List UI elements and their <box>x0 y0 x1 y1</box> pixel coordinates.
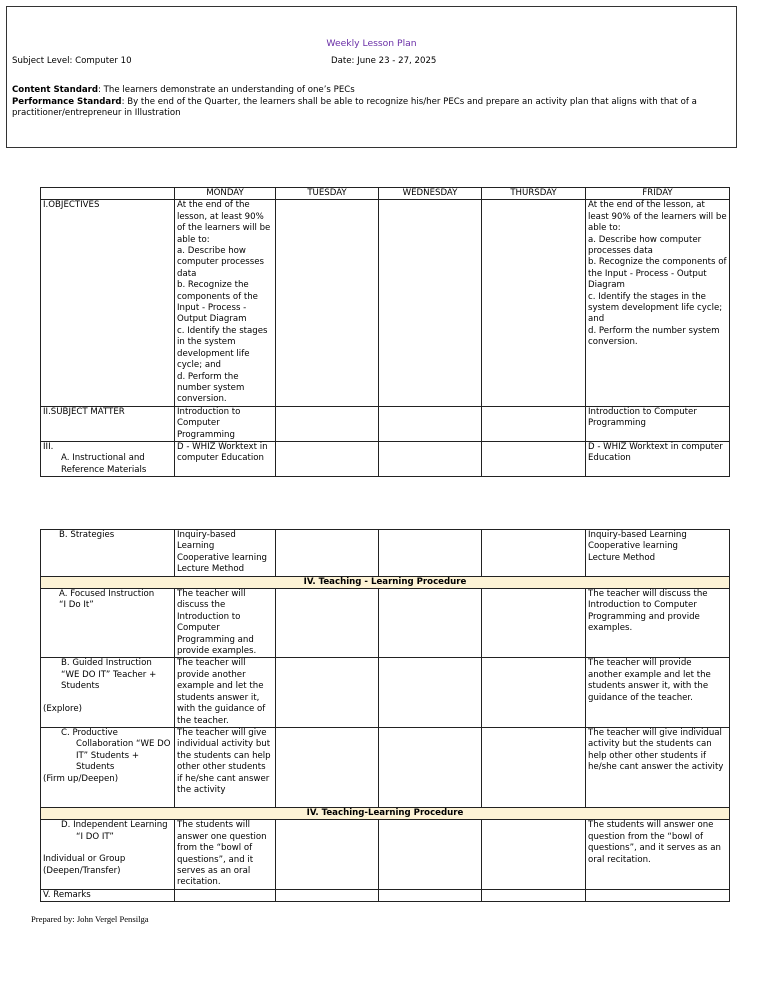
content-standard-label: Content Standard <box>12 85 99 95</box>
productive-collaboration-label-cell <box>41 727 175 807</box>
focused-instruction-monday: The teacher will discuss the Introduction to Computer Programming and provide examples. <box>175 589 276 658</box>
guided-instruction-row <box>41 658 730 727</box>
independent-learning-monday: The students will answer one question from the “bowl of questions”, and it serves as an oral recitation. <box>175 820 276 889</box>
productive-collaboration-row <box>41 727 730 807</box>
empty-cell <box>379 589 482 658</box>
strategies-label: B. Strategies <box>41 530 175 577</box>
section-band-row <box>41 807 730 819</box>
independent-learning-sub: Individual or Group (Deepen/Transfer) <box>43 854 126 876</box>
independent-learning-label-cell <box>41 820 175 889</box>
empty-cell <box>482 889 586 901</box>
objectives-monday: At the end of the lesson, at least 90% of the learners will be able to: a. Describe how computer processes data b. Recognize the components of the Input - Process - Output Diagram c. Identify the stages in the system development life cycle; and d. Perform the number system conversion. <box>175 200 276 406</box>
focused-instruction-row <box>41 589 730 658</box>
empty-cell <box>482 200 586 406</box>
independent-learning-row <box>41 820 730 889</box>
empty-cell <box>276 727 379 807</box>
empty-cell <box>379 820 482 889</box>
materials-label-num: III. <box>43 441 54 452</box>
prepared-by: Prepared by: John Vergel Pensilga <box>31 914 149 924</box>
productive-collaboration-label: C. Productive Collaboration “WE DO IT” Students + Students <box>61 727 171 773</box>
empty-cell <box>276 889 379 901</box>
empty-cell <box>482 406 586 441</box>
performance-standard-label: Performance Standard <box>12 97 122 107</box>
materials-friday: D - WHIZ Worktext in computer Education <box>586 441 730 476</box>
guided-instruction-monday: The teacher will provide another example and let the students answer it, with the guidance of the teacher. <box>175 658 276 727</box>
empty-cell <box>379 530 482 577</box>
guided-instruction-label-cell <box>41 658 175 727</box>
empty-cell <box>276 589 379 658</box>
strategies-monday: Inquiry-based Learning Cooperative learning Lecture Method <box>175 530 276 577</box>
empty-cell <box>379 441 482 476</box>
subject-matter-friday: Introduction to Computer Programming <box>586 406 730 441</box>
teaching-learning-procedure-heading: IV. Teaching - Learning Procedure <box>41 576 730 588</box>
materials-label-cell <box>41 441 175 476</box>
strategies-row <box>41 530 730 577</box>
empty-cell <box>482 727 586 807</box>
guided-instruction-friday: The teacher will provide another example and let the students answer it, with the guidance of the teacher. <box>586 658 730 727</box>
content-standard <box>12 85 727 96</box>
productive-collaboration-monday: The teacher will give individual activity but the students can help other other students if he/she cant answer the activity <box>175 727 276 807</box>
subject-level: Subject Level: Computer 10 <box>12 56 132 66</box>
focused-instruction-label: A. Focused Instruction “I Do It” <box>41 589 175 658</box>
objectives-label: I.OBJECTIVES <box>41 200 175 406</box>
empty-cell <box>482 820 586 889</box>
empty-cell <box>482 441 586 476</box>
empty-cell <box>379 889 482 901</box>
subject-matter-monday: Introduction to Computer Programming <box>175 406 276 441</box>
strategies-friday: Inquiry-based Learning Cooperative learning Lecture Method <box>586 530 730 577</box>
day-header-row <box>41 188 730 200</box>
guided-instruction-explore: (Explore) <box>43 703 82 714</box>
independent-learning-friday: The students will answer one question from the “bowl of questions”, and it serves as an oral recitation. <box>586 820 730 889</box>
section-band-row <box>41 576 730 588</box>
day-header-tuesday: TUESDAY <box>276 188 379 200</box>
empty-cell <box>175 889 276 901</box>
materials-row <box>41 441 730 476</box>
independent-learning-label: D. Independent Learning “I DO IT” <box>61 820 168 842</box>
materials-monday: D - WHIZ Worktext in computer Education <box>175 441 276 476</box>
day-header-thursday: THURSDAY <box>482 188 586 200</box>
empty-cell <box>482 658 586 727</box>
performance-standard-text: : By the end of the Quarter, the learners shall be able to recognize his/her PECs and prepare an activity plan that aligns with that of a practitioner/entrepreneur in Illustration <box>12 97 697 119</box>
day-header-friday: FRIDAY <box>586 188 730 200</box>
subject-matter-row <box>41 406 730 441</box>
empty-cell <box>276 200 379 406</box>
page-title: Weekly Lesson Plan <box>326 38 417 49</box>
materials-label: A. Instructional and Reference Materials <box>61 453 147 475</box>
empty-cell <box>276 820 379 889</box>
focused-instruction-friday: The teacher will discuss the Introduction to Computer Programming and provide examples. <box>586 589 730 658</box>
date-range: Date: June 23 - 27, 2025 <box>331 56 437 66</box>
empty-cell <box>586 889 730 901</box>
guided-instruction-label: B. Guided Instruction “WE DO IT” Teacher + Students <box>61 658 157 692</box>
performance-standard <box>12 97 727 120</box>
empty-cell <box>276 406 379 441</box>
objectives-row <box>41 200 730 406</box>
empty-cell <box>379 727 482 807</box>
subject-matter-label: II.SUBJECT MATTER <box>41 406 175 441</box>
remarks-row <box>41 889 730 901</box>
empty-cell <box>379 406 482 441</box>
objectives-friday: At the end of the lesson, at least 90% of the learners will be able to: a. Describe how computer processes data b. Recognize the components of the Input - Process - Output Diagram c. Identify the stages in the system development life cycle; and d. Perform the number system conversion. <box>586 200 730 406</box>
teaching-learning-procedure-heading-2: IV. Teaching-Learning Procedure <box>41 807 730 819</box>
empty-cell <box>379 658 482 727</box>
productive-collaboration-friday: The teacher will give individual activity but the students can help other other students if he/she cant answer the activity <box>586 727 730 807</box>
empty-cell <box>482 589 586 658</box>
day-header-wednesday: WEDNESDAY <box>379 188 482 200</box>
day-header-monday: MONDAY <box>175 188 276 200</box>
blank-header-cell <box>41 188 175 200</box>
empty-cell <box>482 530 586 577</box>
content-standard-text: : The learners demonstrate an understanding of one’s PECs <box>98 85 355 95</box>
remarks-label: V. Remarks <box>41 889 175 901</box>
empty-cell <box>276 441 379 476</box>
empty-cell <box>379 200 482 406</box>
header-box <box>6 6 737 148</box>
lesson-plan-table-2 <box>40 529 730 902</box>
productive-collaboration-sub: (Firm up/Deepen) <box>43 773 119 784</box>
empty-cell <box>276 658 379 727</box>
empty-cell <box>276 530 379 577</box>
lesson-plan-table-1 <box>40 187 730 477</box>
